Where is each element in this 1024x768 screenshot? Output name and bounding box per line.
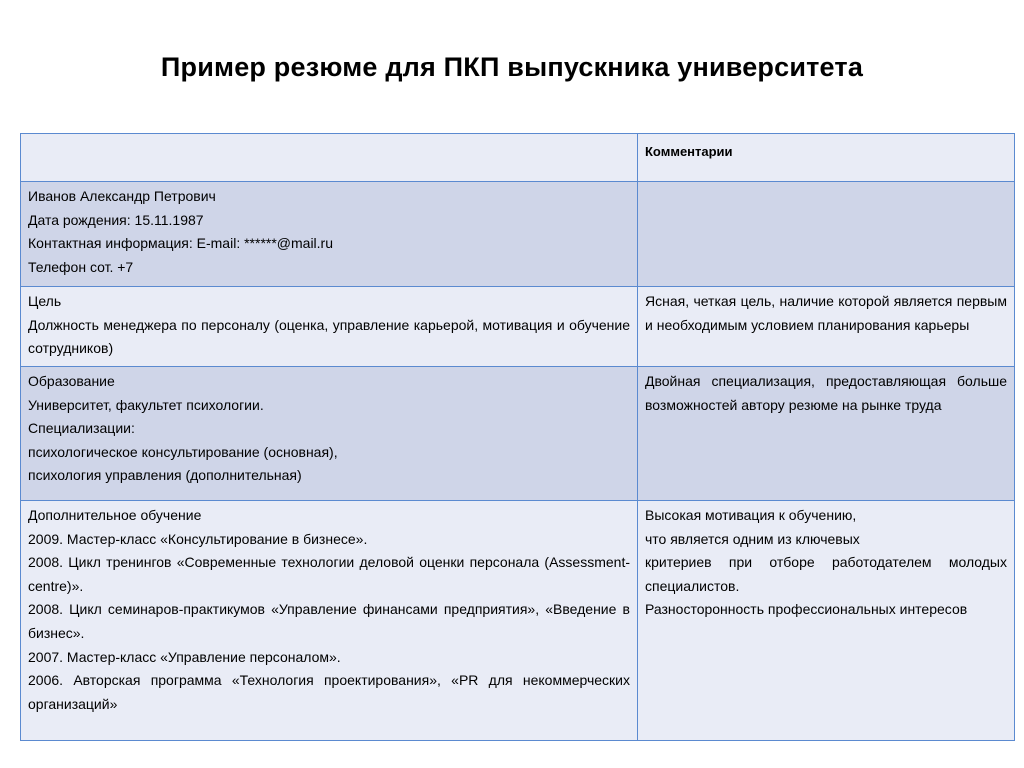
training-comment-cell [638, 501, 1015, 741]
resume-table [20, 133, 1015, 741]
specializations-label: Специализации: [28, 420, 135, 437]
training-comment-line: критериев при отборе работодателем молодых специалистов. [645, 554, 1007, 594]
education-heading: Образование [28, 373, 115, 389]
education-cell [21, 367, 638, 501]
table-row-training [21, 501, 1015, 741]
goal-comment: Ясная, четкая цель, наличие которой является первым и необходимым условием планирования карьеры [645, 293, 1007, 333]
university: Университет, факультет психологии. [28, 396, 264, 413]
training-item: 2008. Цикл семинаров-практикумов «Управление финансами предприятия», «Введение в бизнес». [28, 601, 630, 641]
goal-heading: Цель [28, 293, 62, 309]
education-comment-cell [638, 367, 1015, 501]
phone: Телефон сот. +7 [28, 258, 134, 275]
header-cell-comments [638, 134, 1015, 182]
training-item: 2009. Мастер-класс «Консультирование в бизнесе». [28, 530, 368, 547]
full-name: Иванов Александр Петрович [28, 188, 216, 204]
comments-header: Комментарии [645, 144, 733, 159]
birth-date: Дата рождения: 15.11.1987 [28, 211, 204, 228]
table-row-education [21, 367, 1015, 501]
header-cell-example [21, 134, 638, 182]
training-item: 2006. Авторская программа «Технология проектирования», «PR для некоммерческих организаций» [28, 672, 630, 712]
contact-email: Контактная информация: E-mail: ******@mail.ru [28, 235, 334, 252]
training-item: 2007. Мастер-класс «Управление персоналом». [28, 648, 341, 665]
page-title: Пример резюме для ПКП выпускника университета [160, 52, 864, 82]
table-header-row [21, 134, 1015, 182]
goal-cell [21, 287, 638, 367]
personal-info-cell [21, 182, 638, 287]
table-row-personal [21, 182, 1015, 287]
training-item: 2008. Цикл тренингов «Современные технологии деловой оценки персонала (Assessment-centre)». [28, 554, 630, 594]
training-comment-line: что является одним из ключевых [645, 530, 860, 547]
specialization-main: психологическое консультирование (основная), [28, 443, 338, 460]
personal-comment-cell [638, 182, 1015, 287]
education-comment: Двойная специализация, предоставляющая больше возможностей автору резюме на рынке труда [645, 373, 1007, 413]
training-comment-line: Высокая мотивация к обучению, [645, 507, 857, 523]
training-cell [21, 501, 638, 741]
training-heading: Дополнительное обучение [28, 507, 202, 523]
specialization-additional: психология управления (дополнительная) [28, 467, 302, 484]
training-comment-line: Разносторонность профессиональных интересов [645, 601, 968, 618]
goal-text: Должность менеджера по персоналу (оценка, управление карьерой, мотивация и обучение сотрудников) [28, 316, 630, 357]
goal-comment-cell [638, 287, 1015, 367]
table-row-goal [21, 287, 1015, 367]
